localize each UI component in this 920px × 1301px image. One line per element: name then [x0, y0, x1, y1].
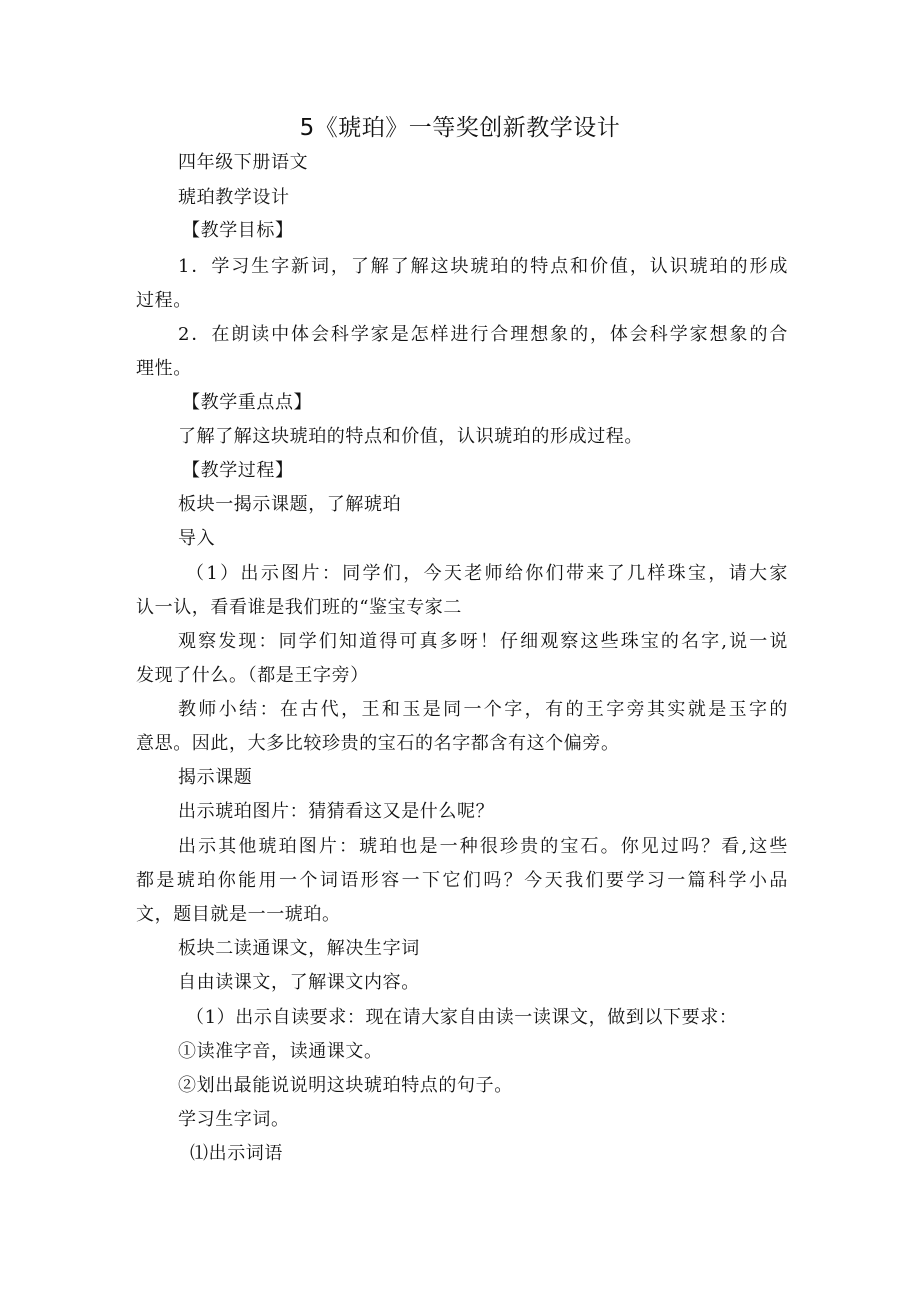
- other-amber-line-2: 都是琥珀你能用一个词语形容一下它们吗？今天我们要学习一篇科学小品: [136, 870, 788, 891]
- reveal-topic-label: 揭示课题: [178, 767, 253, 788]
- requirement-1: ①读准字音，读通课文。: [178, 1041, 383, 1062]
- heading-process: 【教学过程】: [182, 460, 294, 481]
- section-2-title: 板块二读通课文，解决生字词: [178, 938, 420, 959]
- intro-label: 导入: [178, 528, 216, 549]
- key-points-text: 了解了解这块琥珀的特点和价值，认识琥珀的形成过程。: [178, 426, 643, 447]
- requirement-2: ②划出最能说说明这块琥珀特点的句子。: [178, 1075, 513, 1096]
- summary-line-2: 意思。因此，大多比较珍贵的宝石的名字都含有这个偏旁。: [136, 733, 620, 754]
- heading-key-points: 【教学重点点】: [182, 392, 313, 413]
- section-1-title: 板块一揭示课题，了解琥珀: [178, 494, 402, 515]
- learn-words-label: 学习生字词。: [178, 1109, 290, 1130]
- goal-1-line-1: 1．学习生字新词，了解了解这块琥珀的特点和价值，认识琥珀的形成: [178, 256, 788, 277]
- step-1-line-1: （1）出示图片：同学们，今天老师给你们带来了几样珠宝，请大家: [186, 563, 788, 584]
- subtitle-design: 琥珀教学设计: [178, 187, 290, 208]
- other-amber-line-3: 文，题目就是一一琥珀。: [136, 904, 341, 925]
- goal-2-line-2: 理性。: [136, 358, 192, 379]
- summary-line-1: 教师小结：在古代，王和玉是同一个字，有的王字旁其实就是玉字的: [178, 699, 788, 720]
- self-reading-requirements: （1）出示自读要求：现在请大家自由读一读课文，做到以下要求：: [186, 1007, 738, 1028]
- other-amber-line-1: 出示其他琥珀图片：琥珀也是一种很珍贵的宝石。你见过吗？看,这些: [178, 836, 788, 857]
- observe-line-2: 发现了什么。（都是王字旁）: [136, 665, 369, 686]
- goal-2-line-1: 2．在朗读中体会科学家是怎样进行合理想象的，体会科学家想象的合: [178, 324, 788, 345]
- step-1-line-2: 认一认，看看谁是我们班的“鉴宝专家二: [136, 597, 463, 618]
- observe-line-1: 观察发现：同学们知道得可真多呀！仔细观察这些珠宝的名字,说一说: [178, 631, 788, 652]
- document-title: 5《琥珀》一等奖创新教学设计: [299, 115, 621, 141]
- subtitle-grade: 四年级下册语文: [178, 152, 309, 173]
- goal-1-line-2: 过程。: [136, 290, 192, 311]
- heading-goals: 【教学目标】: [182, 220, 294, 241]
- show-words-label: ⑴出示词语: [190, 1143, 283, 1164]
- amber-image-text: 出示琥珀图片：猜猜看这又是什么呢？: [178, 801, 495, 822]
- free-reading-text: 自由读课文，了解课文内容。: [178, 972, 420, 993]
